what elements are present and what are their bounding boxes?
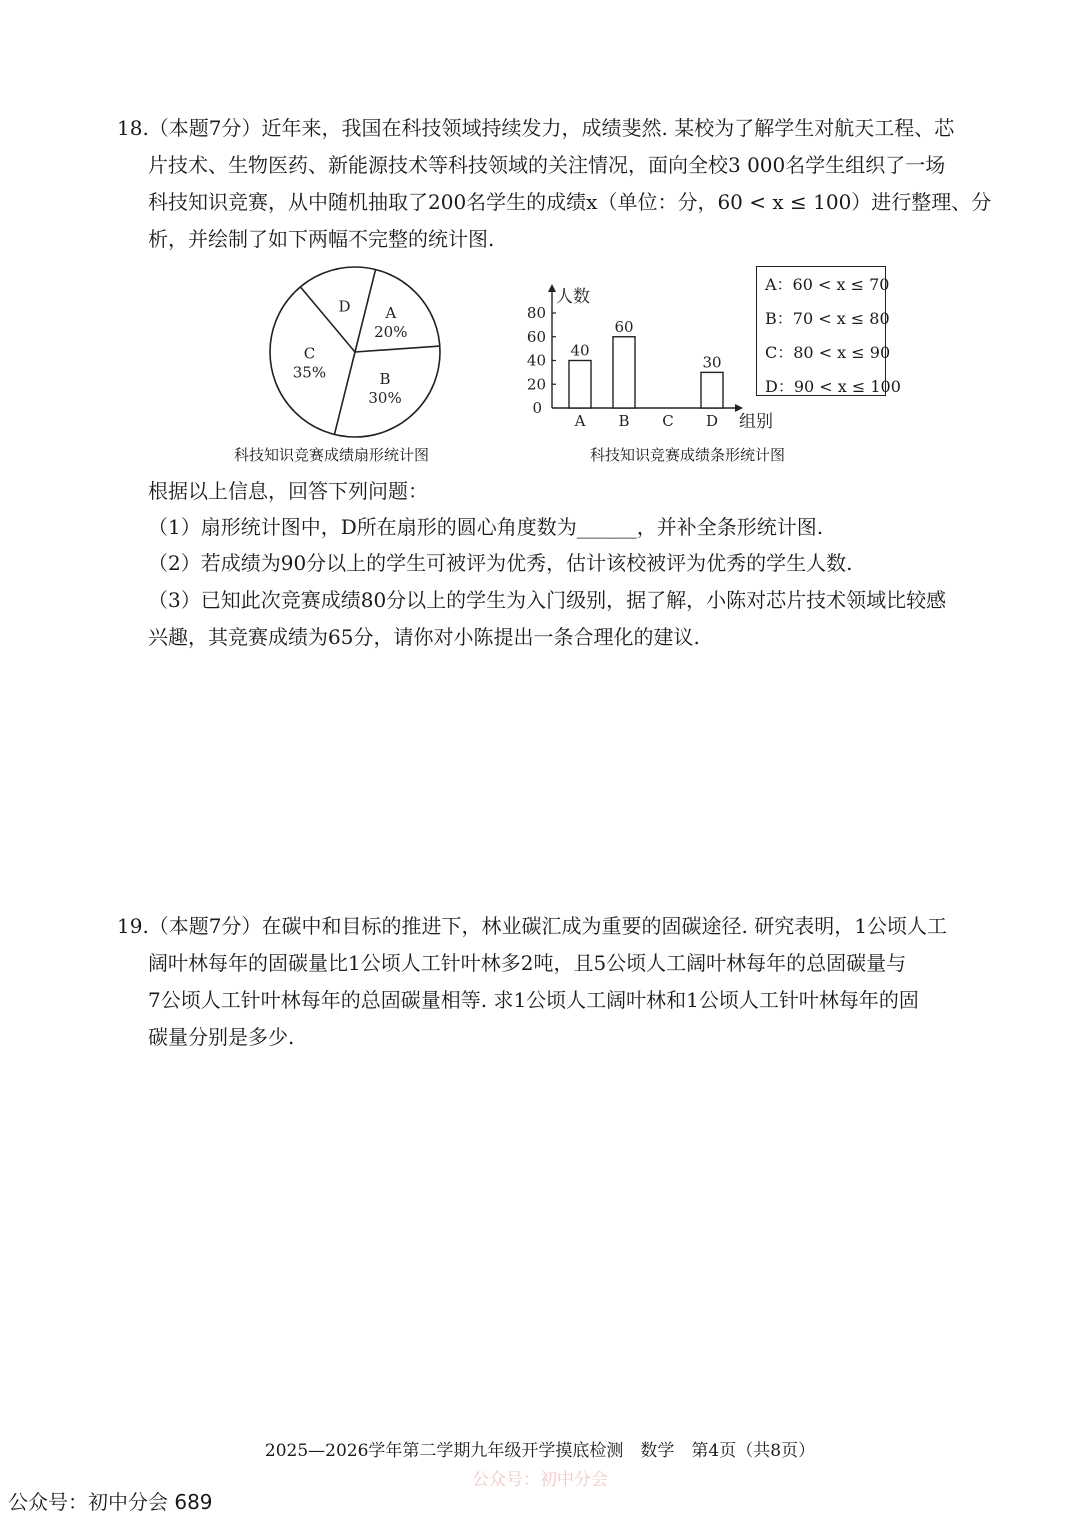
- question-19-text: [117, 908, 977, 1056]
- bar-value-b: 60: [614, 317, 634, 336]
- legend-item-d: D：90 < x ≤ 100: [765, 377, 901, 396]
- y-tick-label-80: 80: [526, 304, 546, 322]
- watermark: 公众号：初中分会: [472, 1470, 608, 1490]
- y-tick-label-60: 60: [526, 327, 546, 346]
- q18-sub2: （2）若成绩为90分以上的学生可被评为优秀，估计该校被评为优秀的学生人数.: [148, 551, 853, 575]
- y-axis-title: 人数: [556, 287, 590, 307]
- q18-sub3-line2: 兴趣，其竞赛成绩为65分，请你对小陈提出一条合理化的建议.: [148, 625, 700, 649]
- y-tick-label-40: 40: [526, 351, 546, 370]
- pie-label-b: B: [379, 369, 391, 388]
- x-tick-label-d: D: [705, 412, 719, 430]
- q18-sub1: （1）扇形统计图中，D所在扇形的圆心角度数为______，并补全条形统计图.: [148, 515, 824, 539]
- account-label: 公众号：初中分会 689: [8, 1490, 213, 1514]
- pie-chart: [255, 252, 455, 452]
- q18-line-1: 18.（本题7分）近年来，我国在科技领域持续发力，成绩斐然. 某校为了解学生对航天工程、芯: [117, 116, 955, 140]
- x-tick-label-b: B: [618, 412, 630, 430]
- bar-a: [569, 361, 591, 409]
- x-tick-label-a: A: [574, 412, 586, 430]
- pie-label-d: D: [338, 297, 351, 316]
- y-tick-label-0: 0: [532, 399, 542, 417]
- q19-line-3: 7公顷人工针叶林每年的总固碳量相等. 求1公顷人工阔叶林和1公顷人工针叶林每年的固: [148, 988, 919, 1012]
- q18-line-2: 片技术、生物医药、新能源技术等科技领域的关注情况，面向全校3 000名学生组织了一场: [148, 153, 946, 177]
- pie-label-c: C: [303, 344, 316, 363]
- bar-chart: [520, 270, 780, 440]
- q18-line-4: 析，并绘制了如下两幅不完整的统计图.: [148, 227, 495, 251]
- bar-chart-legend: [756, 266, 901, 396]
- bar-chart-caption: 科技知识竞赛成绩条形统计图: [590, 446, 786, 464]
- q19-line-1: 19.（本题7分）在碳中和目标的推进下，林业碳汇成为重要的固碳途径. 研究表明，1公顷人工: [117, 914, 947, 938]
- question-18-text: [117, 110, 992, 258]
- bar-d: [701, 372, 723, 408]
- q18-sub3-line1: （3）已知此次竞赛成绩80分以上的学生为入门级别，据了解，小陈对芯片技术领域比较感: [148, 588, 947, 612]
- pie-pct-c: 35%: [292, 363, 327, 382]
- q18-intro: 根据以上信息，回答下列问题：: [148, 479, 428, 503]
- bar-value-d: 30: [702, 353, 722, 372]
- legend-item-a: A：60 < x ≤ 70: [765, 275, 890, 294]
- q18-line-3: 科技知识竞赛，从中随机抽取了200名学生的成绩x（单位：分，60 < x ≤ 100）进行整理、分: [148, 190, 992, 214]
- pie-pct-a: 20%: [374, 322, 408, 341]
- q19-line-2: 阔叶林每年的固碳量比1公顷人工针叶林多2吨，且5公顷人工阔叶林每年的总固碳量与: [148, 951, 907, 975]
- pie-pct-b: 30%: [368, 388, 402, 407]
- page-footer: 2025—2026学年第二学期九年级开学摸底检测 数学 第4页（共8页）: [264, 1441, 816, 1461]
- q19-line-4: 碳量分别是多少.: [148, 1025, 295, 1049]
- y-tick-label-20: 20: [526, 375, 546, 394]
- x-axis-arrow: [735, 404, 743, 412]
- x-axis-title: 组别: [739, 412, 773, 432]
- pie-chart-caption: 科技知识竞赛成绩扇形统计图: [234, 446, 430, 464]
- bar-b: [613, 337, 635, 408]
- legend-item-c: C：80 < x ≤ 90: [765, 343, 891, 362]
- legend-item-b: B：70 < x ≤ 80: [765, 309, 890, 328]
- pie-label-a: A: [385, 303, 397, 322]
- x-tick-label-c: C: [662, 412, 674, 430]
- y-axis-arrow: [548, 284, 556, 292]
- bar-value-a: 40: [570, 341, 590, 360]
